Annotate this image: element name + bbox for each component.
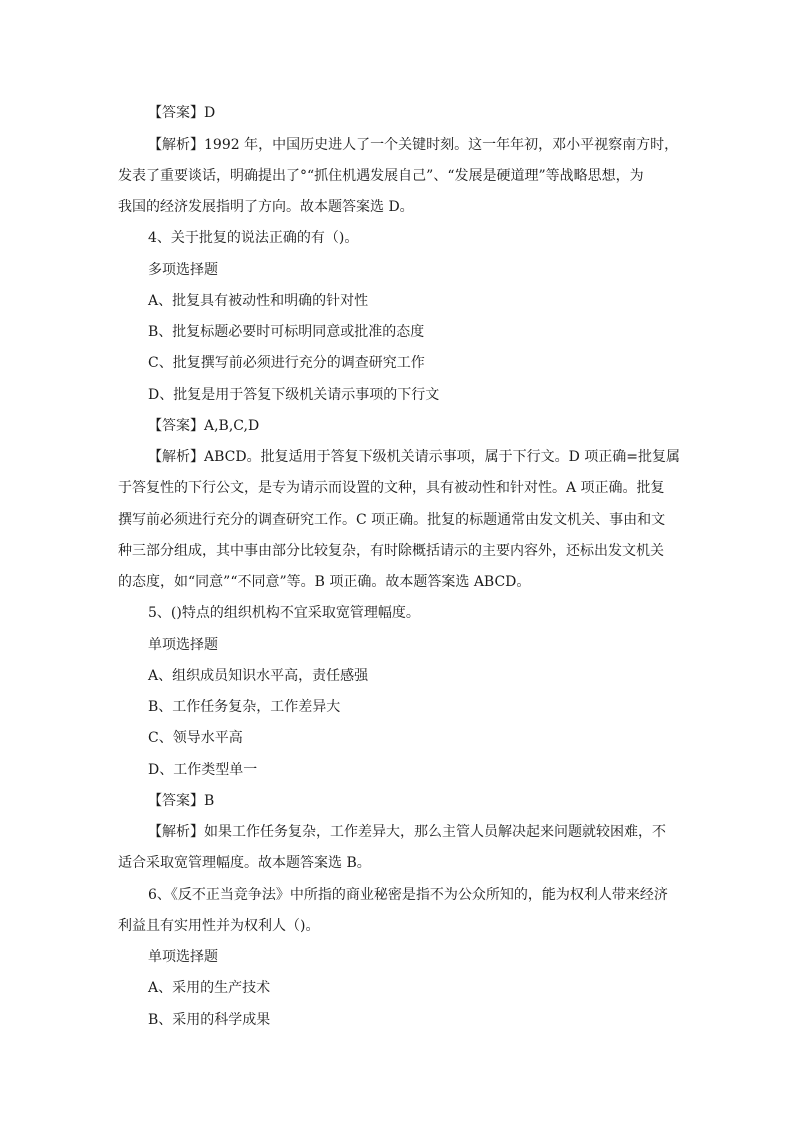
question-4: 4、关于批复的说法正确的有（)。 — [148, 230, 359, 246]
analysis-q4-line2: 于答复性的下行公文，是专为请示而设置的文种，具有被动性和针对性。A 项正确。批复 — [118, 480, 665, 496]
question-6-line2: 利益且有实用性并为权利人（)。 — [118, 918, 320, 934]
question-5-type: 单项选择题 — [148, 637, 218, 653]
answer-q4: 【答案】A,B,C,D — [148, 418, 260, 434]
answer-q5: 【答案】B — [148, 793, 215, 809]
question-6-option-b: B、采用的科学成果 — [148, 1012, 271, 1028]
analysis-q3-line3: 我国的经济发展指明了方向。故本题答案选 D。 — [118, 199, 414, 215]
answer-q3: 【答案】D — [148, 105, 216, 121]
question-4-option-d: D、批复是用于答复下级机关请示事项的下行文 — [148, 387, 440, 403]
question-6-type: 单项选择题 — [148, 949, 218, 965]
question-5-option-c: C、领导水平高 — [148, 730, 243, 746]
question-4-option-a: A、批复具有被动性和明确的针对性 — [148, 293, 369, 309]
analysis-q5-line2: 适合采取宽管理幅度。故本题答案选 B。 — [118, 855, 371, 871]
analysis-q4-line4: 种三部分组成，其中事由部分比较复杂，有时除概括请示的主要内容外，还标出发文机关 — [118, 543, 664, 559]
question-5-option-b: B、工作任务复杂，工作差异大 — [148, 699, 341, 715]
analysis-q3-line1: 【解析】1992 年，中国历史进人了一个关键时刻。这一年年初，邓小平视察南方时， — [148, 137, 679, 153]
question-5-option-a: A、组织成员知识水平高，责任感强 — [148, 668, 369, 684]
analysis-q5-line1: 【解析】如果工作任务复杂，工作差异大，那么主管人员解决起来问题就较困难，不 — [148, 824, 666, 840]
analysis-q4-line5: 的态度，如“同意”“不同意”等。B 项正确。故本题答案选 ABCD。 — [118, 574, 531, 590]
question-4-option-c: C、批复撰写前必须进行充分的调查研究工作 — [148, 355, 425, 371]
question-4-type: 多项选择题 — [148, 262, 218, 278]
question-4-option-b: B、批复标题必要时可标明同意或批准的态度 — [148, 324, 425, 340]
analysis-q3-line2: 发表了重要谈话，明确提出了°“抓住机遇发展自己”、“发展是硬道理”等战略思想，为 — [118, 168, 644, 184]
question-6-line1: 6、《反不正当竞争法》中所指的商业秘密是指不为公众所知的，能为权利人带来经济 — [148, 887, 668, 903]
question-5-option-d: D、工作类型单一 — [148, 762, 258, 778]
analysis-q4-line3: 撰写前必须进行充分的调查研究工作。C 项正确。批复的标题通常由发文机关、事由和文 — [118, 512, 666, 528]
question-6-option-a: A、采用的生产技术 — [148, 980, 271, 996]
question-5: 5、()特点的组织机构不宜采取宽管理幅度。 — [148, 605, 420, 621]
analysis-q4-line1: 【解析】ABCD。批复适用于答复下级机关请示事项，属于下行文。D 项正确=批复属 — [148, 449, 680, 465]
